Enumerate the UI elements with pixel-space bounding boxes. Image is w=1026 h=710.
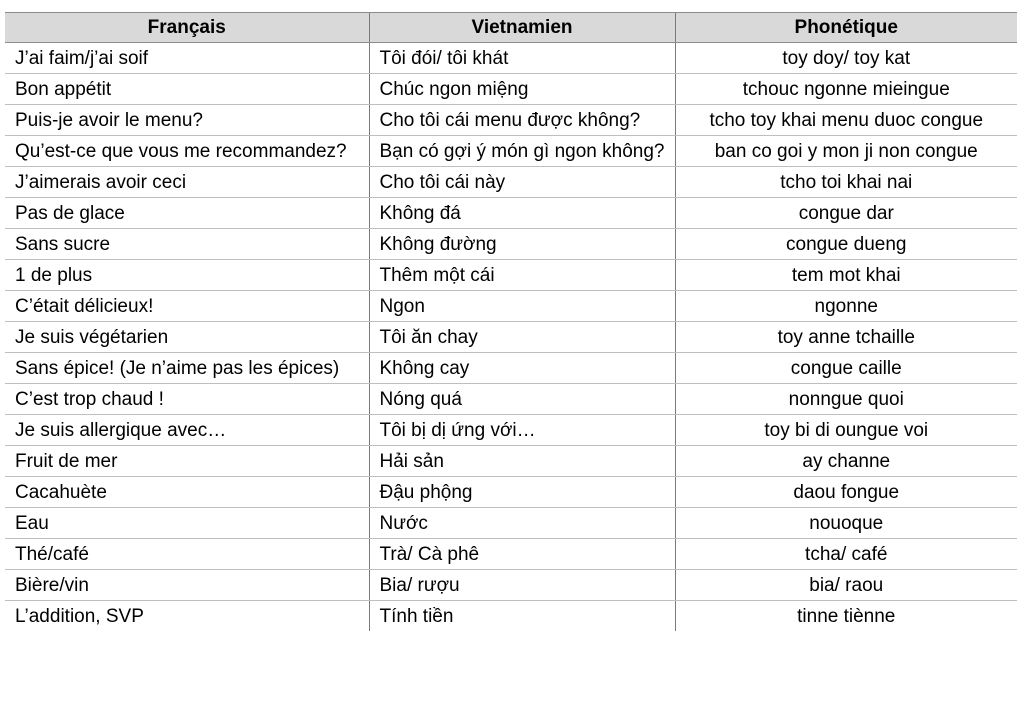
vietnamese-cell: Không đường: [369, 229, 675, 260]
vietnamese-cell: Thêm một cái: [369, 260, 675, 291]
table-row: [5, 229, 1017, 260]
table-row: [5, 353, 1017, 384]
vietnamese-cell: Nước: [369, 508, 675, 539]
table-row: [5, 384, 1017, 415]
french-cell: Eau: [5, 508, 369, 539]
vietnamese-cell: Bạn có gợi ý món gì ngon không?: [369, 136, 675, 167]
french-cell: Puis-je avoir le menu?: [5, 105, 369, 136]
vietnamese-cell: Cho tôi cái menu được không?: [369, 105, 675, 136]
french-cell: Pas de glace: [5, 198, 369, 229]
phrase-table: [5, 12, 1017, 631]
phonetic-cell: tcho toy khai menu duoc congue: [675, 105, 1017, 136]
french-cell: Je suis allergique avec…: [5, 415, 369, 446]
vietnamese-cell: Bia/ rượu: [369, 570, 675, 601]
table-row: [5, 601, 1017, 632]
french-cell: Sans épice! (Je n’aime pas les épices): [5, 353, 369, 384]
header-row: [5, 13, 1017, 43]
table-row: [5, 43, 1017, 74]
table-row: [5, 105, 1017, 136]
french-cell: J’ai faim/j’ai soif: [5, 43, 369, 74]
phonetic-cell: tchouc ngonne mieingue: [675, 74, 1017, 105]
table-row: [5, 260, 1017, 291]
phonetic-cell: toy bi di oungue voi: [675, 415, 1017, 446]
french-cell: J’aimerais avoir ceci: [5, 167, 369, 198]
table-row: [5, 198, 1017, 229]
phonetic-cell: tcho toi khai nai: [675, 167, 1017, 198]
table-row: [5, 508, 1017, 539]
vietnamese-cell: Không cay: [369, 353, 675, 384]
vietnamese-cell: Trà/ Cà phê: [369, 539, 675, 570]
phonetic-cell: tinne tiènne: [675, 601, 1017, 632]
french-cell: L’addition, SVP: [15, 606, 144, 627]
vietnamese-cell: Nóng quá: [369, 384, 675, 415]
table-row: [5, 136, 1017, 167]
french-cell: Sans sucre: [5, 229, 369, 260]
table-row: [5, 415, 1017, 446]
french-cell: Bon appétit: [5, 74, 369, 105]
table-row: [5, 446, 1017, 477]
phonetic-cell: toy anne tchaille: [675, 322, 1017, 353]
french-cell: Je suis végétarien: [5, 322, 369, 353]
phrase-table-container: [5, 12, 1017, 631]
phonetic-cell: nonngue quoi: [675, 384, 1017, 415]
table-row: [5, 322, 1017, 353]
phonetic-cell: ban co goi y mon ji non congue: [675, 136, 1017, 167]
vietnamese-cell: Không đá: [369, 198, 675, 229]
phonetic-cell: ngonne: [675, 291, 1017, 322]
french-cell: Fruit de mer: [5, 446, 369, 477]
table-row: [5, 570, 1017, 601]
vietnamese-cell: Đậu phộng: [369, 477, 675, 508]
header-vietnamien: Vietnamien: [369, 13, 675, 43]
french-cell: 1 de plus: [5, 260, 369, 291]
vietnamese-cell: Tôi ăn chay: [369, 322, 675, 353]
table-row: [5, 539, 1017, 570]
phonetic-cell: congue dar: [675, 198, 1017, 229]
vietnamese-cell: Chúc ngon miệng: [369, 74, 675, 105]
vietnamese-cell: Tôi đói/ tôi khát: [369, 43, 675, 74]
table-row: [5, 167, 1017, 198]
french-cell: C’était délicieux!: [5, 291, 369, 322]
phonetic-cell: tem mot khai: [675, 260, 1017, 291]
french-cell: Cacahuète: [5, 477, 369, 508]
french-cell: Thé/café: [5, 539, 369, 570]
vietnamese-cell: Cho tôi cái này: [369, 167, 675, 198]
vietnamese-cell: Hải sản: [369, 446, 675, 477]
phonetic-cell: ay channe: [675, 446, 1017, 477]
phonetic-cell: nouoque: [675, 508, 1017, 539]
phonetic-cell: congue caille: [675, 353, 1017, 384]
table-row: [5, 74, 1017, 105]
phonetic-cell: congue dueng: [675, 229, 1017, 260]
phonetic-cell: tcha/ café: [675, 539, 1017, 570]
french-cell: C’est trop chaud !: [5, 384, 369, 415]
vietnamese-cell: Ngon: [369, 291, 675, 322]
header-phonetique: Phonétique: [675, 13, 1017, 43]
vietnamese-cell: Tôi bị dị ứng với…: [369, 415, 675, 446]
header-francais: Français: [5, 13, 369, 43]
french-cell: Bière/vin: [5, 570, 369, 601]
french-cell: Qu’est-ce que vous me recommandez?: [5, 136, 369, 167]
phonetic-cell: bia/ raou: [675, 570, 1017, 601]
table-row: [5, 477, 1017, 508]
vietnamese-cell: Tính tiền: [369, 601, 675, 632]
phonetic-cell: toy doy/ toy kat: [675, 43, 1017, 74]
phonetic-cell: daou fongue: [675, 477, 1017, 508]
table-row: [5, 291, 1017, 322]
